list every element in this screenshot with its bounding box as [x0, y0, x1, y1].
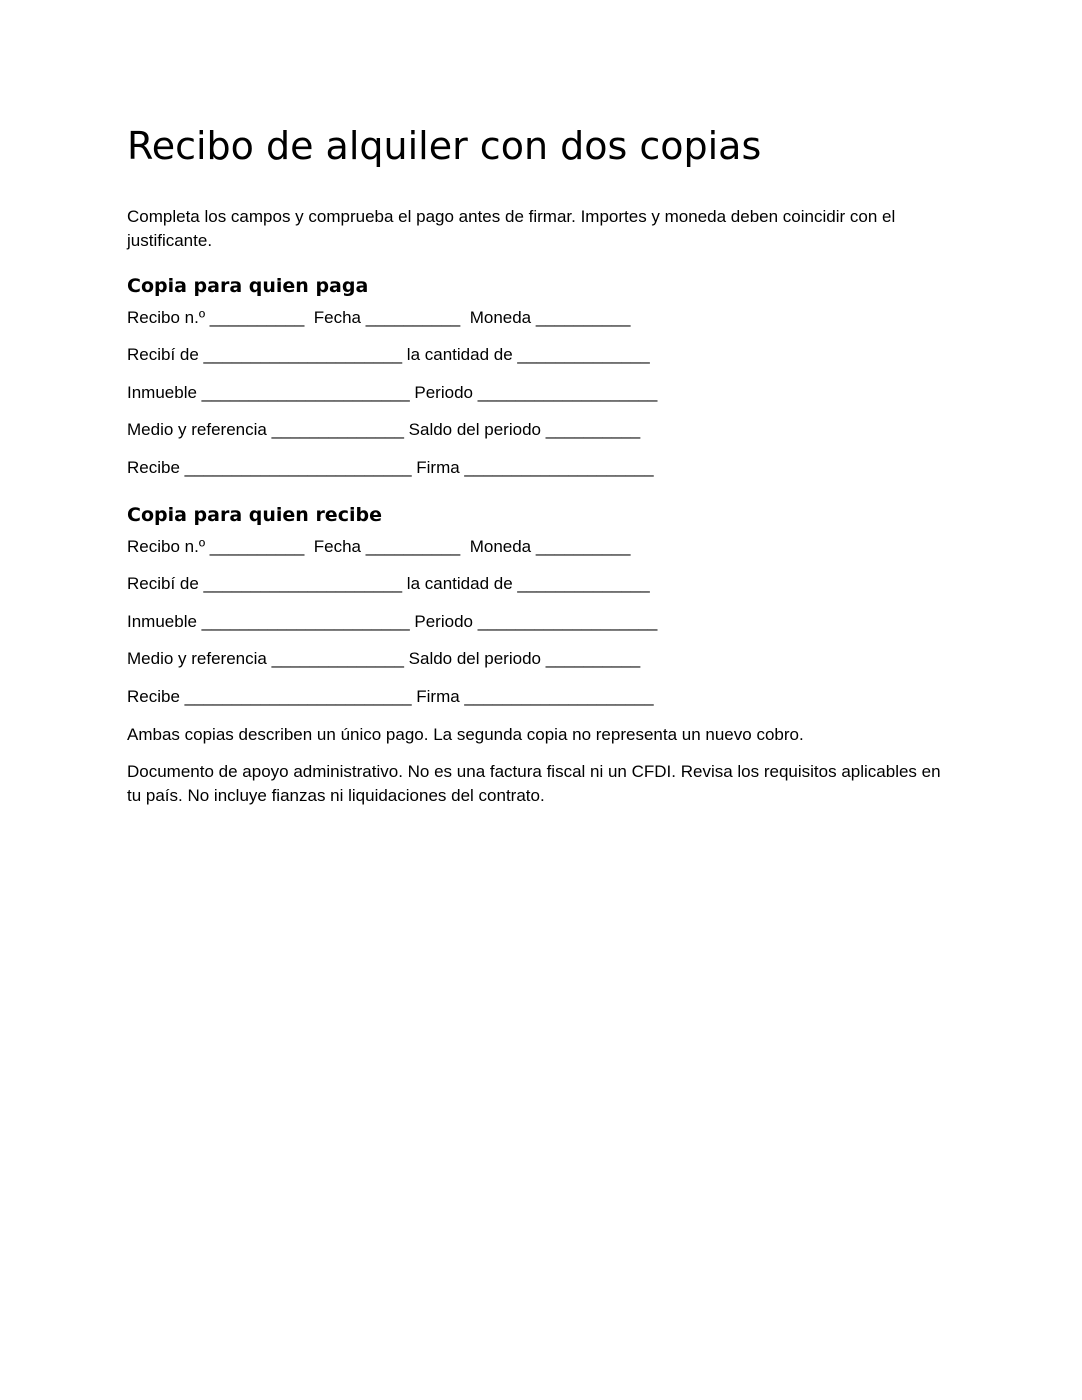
property-period-line: Inmueble ______________________ Periodo ___________________ — [127, 383, 658, 402]
receipt-number-date-currency-line: Recibo n.º __________ Fecha __________ Moneda __________ — [127, 537, 631, 556]
document-title: Recibo de alquiler con dos copias — [127, 124, 762, 168]
single-payment-note: Ambas copias describen un único pago. La segunda copia no representa un nuevo cobro. — [127, 725, 804, 744]
payment-method-balance-line: Medio y referencia ______________ Saldo del periodo __________ — [127, 420, 641, 439]
payer-copy-heading: Copia para quien paga — [127, 275, 369, 297]
payment-method-balance-line: Medio y referencia ______________ Saldo del periodo __________ — [127, 649, 641, 668]
receiver-copy-heading: Copia para quien recibe — [127, 504, 382, 526]
disclaimer-note: Documento de apoyo administrativo. No es una factura fiscal ni un CFDI. Revisa los requisitos aplicables en tu país. No incluye fianzas ni liquidaciones del contrato. — [127, 762, 941, 805]
received-from-amount-line: Recibí de _____________________ la cantidad de ______________ — [127, 345, 650, 364]
property-period-line: Inmueble ______________________ Periodo ___________________ — [127, 612, 658, 631]
received-from-amount-line: Recibí de _____________________ la cantidad de ______________ — [127, 574, 650, 593]
receiver-signature-line: Recibe ________________________ Firma ____________________ — [127, 458, 654, 477]
receiver-signature-line: Recibe ________________________ Firma ____________________ — [127, 687, 654, 706]
receipt-number-date-currency-line: Recibo n.º __________ Fecha __________ Moneda __________ — [127, 308, 631, 327]
intro-paragraph: Completa los campos y comprueba el pago antes de firmar. Importes y moneda deben coincidir con el justificante. — [127, 207, 896, 250]
